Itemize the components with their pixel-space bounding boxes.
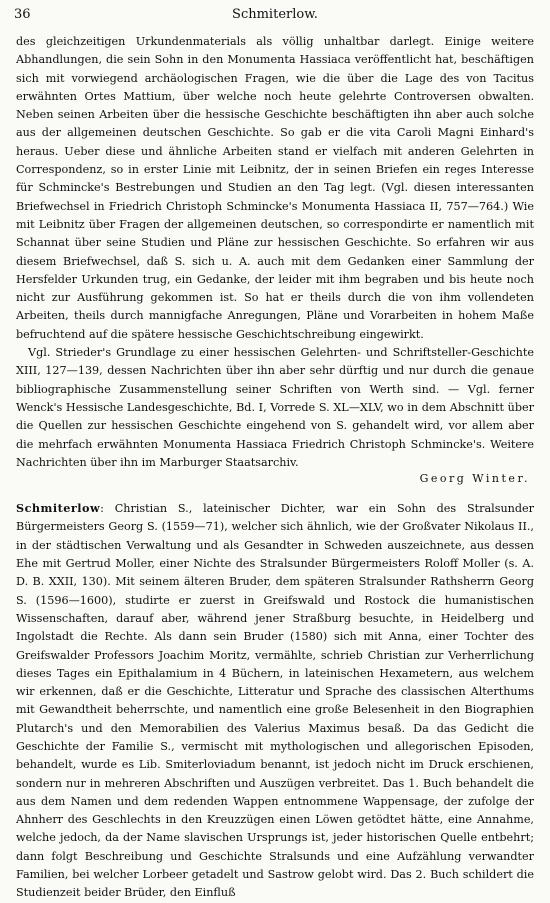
page-body	[16, 33, 534, 903]
author-signature: Georg Winter.	[419, 472, 530, 486]
article-lemma: Schmiterlow	[16, 501, 101, 516]
article-text: : Christian S., lateinischer Dichter, war ein Sohn des Stralsunder Bürgermeisters Georg S. (1559—71), welcher sich ähnlich, wie der Großvater Nikolaus II., in der städtischen Verwaltung und als Gesandter in Schweden auszeichnete, aus dessen Ehe mit Gertrud Moller, einer Nichte des Stralsunder Bürgermeisters Roloff Moller (s. A. D. B. XXII, 130). Mit seinem älteren Bruder, dem späteren Stralsunder Rathsherrn Georg S. (1596—1600), studirte er zuerst in Greifswald und Rostock die humanistischen Wissenschaften, darauf aber, während jener Straßburg besuchte, in Heidelberg und Ingolstadt die Rechte. Als dann sein Bruder (1580) sich mit Anna, einer Tochter des Greifswalder Professors Joachim Moritz, vermählte, schrieb Christian zur Verherrlichung dieses Tages ein Epithalamium in 4 Büchern, in lateinischen Hexametern, aus welchem wir erkennen, daß er die Geschichte, Litteratur und Sprache des classischen Alterthums mit Gewandtheit beherrschte, und namentlich eine große Belesenheit in den Biographien Plutarch's und den Memorabilien des Valerius Maximus besaß. Da das Gedicht die Geschichte der Familie S., vermischt mit mythologischen und allegorischen Episoden, behandelt, wurde es Lib. Smiterloviadum benannt, ist jedoch nicht im Druck erschienen, sondern nur in mehreren Abschriften und Auszügen verbreitet. Das 1. Buch behandelt die aus dem Namen und dem redenden Wappen entnommene Wappensage, der zufolge der Ahnherr des Geschlechts in den Kreuzzügen einen Löwen getödtet hätte, eine Annahme, welche jedoch, da der Name slavischen Ursprungs ist, jeder historischen Quelle entbehrt; dann folgt Beschreibung und Geschichte Stralsunds und eine Aufzählung verwandter Familien, bei welcher Lorbeer getadelt und Sastrow gelobt wird. Das 2. Buch schildert die Studienzeit beider Brüder, den Einfluß	[16, 502, 534, 900]
running-title: Schmiterlow.	[232, 7, 318, 22]
page-header	[14, 6, 536, 24]
new-article-paragraph	[16, 499, 534, 903]
article-separator	[16, 491, 534, 497]
sources-paragraph: Vgl. Strieder's Grundlage zu einer hessischen Gelehrten- und Schriftsteller-Geschichte XIII, 127—139, dessen Nachrichten über ihn aber sehr dürftig und nur durch die genaue bibliographische Zusammenstellung seiner Schriften von Werth sind. — Vgl. ferner Wenck's Hessische Landesgeschichte, Bd. I, Vorrede S. XL—XLV, wo in dem Abschnitt über die Quellen zur hessischen Geschichte eingehend von S. gehandelt wird, vor allem aber die mehrfach erwähnten Monumenta Hassiaca Friedrich Christoph Schmincke's. Weitere Nachrichten über ihn im Marburger Staatsarchiv.	[16, 346, 534, 469]
page-number: 36	[14, 7, 31, 22]
article-paragraph: des gleichzeitigen Urkundenmaterials als völlig unhaltbar darlegt. Einige weitere Abhandlungen, die sein Sohn in den Monumenta Hassiaca veröffentlicht hat, beschäftigen sich mit vorwiegend archäologischen Fragen, wie die über die Lage des von Tacitus erwähnten Ortes Mattium, über welche noch heute gelehrte Controversen obwalten. Neben seinen Arbeiten über die hessische Geschichte beschäftigten ihn aber auch solche aus der allgemeinen deutschen Geschichte. So gab er die vita Caroli Magni Einhard's heraus. Ueber diese und ähnliche Arbeiten stand er vielfach mit anderen Gelehrten in Correspondenz, so in erster Linie mit Leibnitz, der in seinen Briefen ein reges Interesse für Schmincke's Bestrebungen und Studien an den Tag legt. (Vgl. diesen interessanten Briefwechsel in Friedrich Christoph Schmincke's Monumenta Hassiaca II, 757—764.) Wie mit Leibnitz über Fragen der allgemeinen deutschen, so correspondirte er namentlich mit Schannat über seine Studien und Pläne zur hessischen Geschichte. So erfahren wir aus diesem Briefwechsel, daß S. sich u. A. auch mit dem Gedanken einer Sammlung der Hersfelder Urkunden trug, ein Gedanke, der leider mit ihm begraben und bis heute noch nicht zur Ausführung gekommen ist. So hat er theils durch die von ihm vollendeten Arbeiten, theils durch mannigfache Anregungen, Pläne und Vorarbeiten in hohem Maße befruchtend auf die spätere hessische Geschichtschreibung eingewirkt.	[16, 35, 534, 341]
